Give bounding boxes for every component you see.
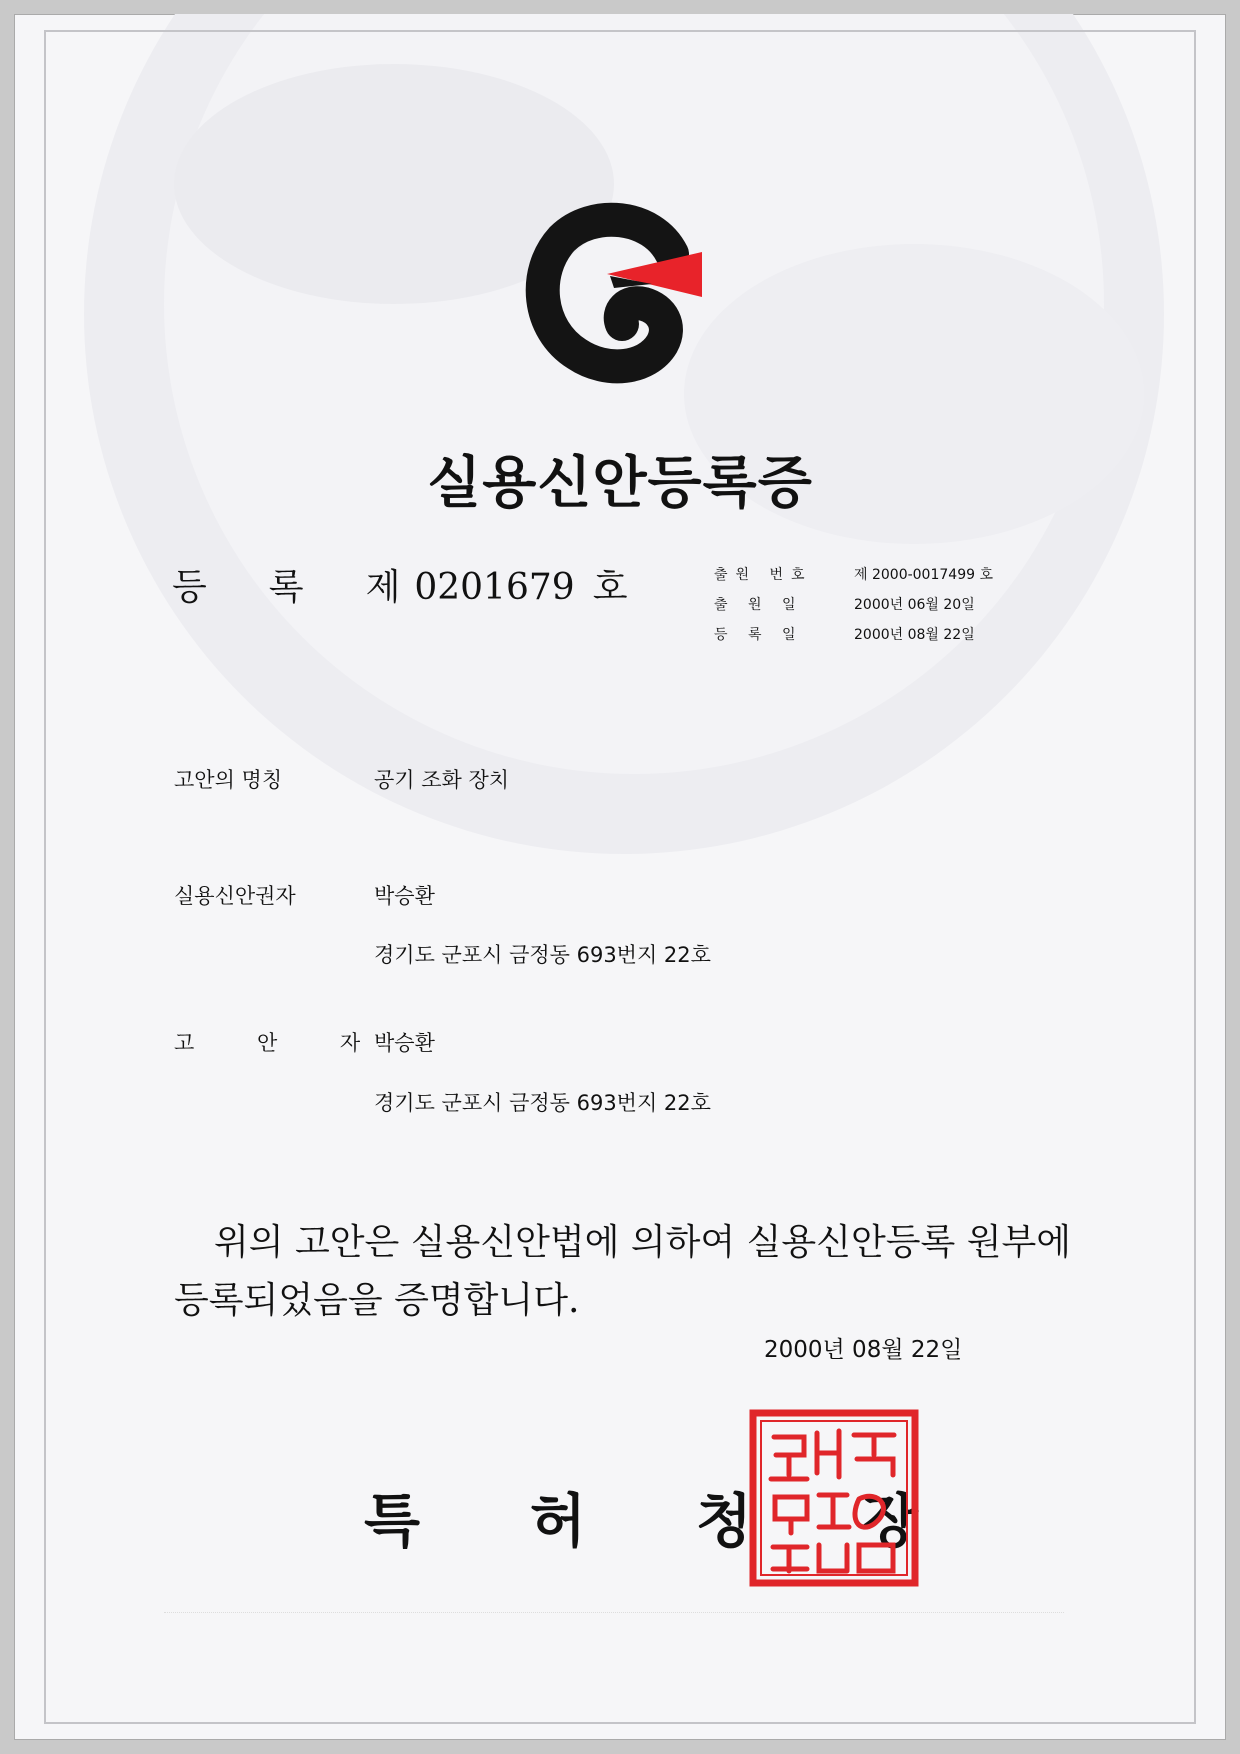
divider [164,1612,1064,1613]
document-title: 실용신안등록증 [427,451,813,516]
issuer-name: 특허청장 [364,1487,1029,1555]
device-name-label: 고안의 명칭 [174,768,283,792]
meta-value: 2000년 08월 22일 [854,627,975,643]
official-seal-icon [749,1409,919,1587]
inventor-label: 고 안 자 [174,1031,389,1055]
owner-address: 경기도 군포시 금정동 693번지 22호 [374,943,711,967]
registration-number: 0201679 [414,567,575,608]
meta-row [714,564,1054,594]
registration-label-char-2: 록 [268,567,304,608]
meta-label: 등 록 일 [714,627,804,643]
issue-date: 2000년 08월 22일 [764,1337,963,1363]
meta-label: 출원 번호 [714,567,813,583]
meta-row [714,594,1054,624]
meta-value: 제 2000-0017499 호 [854,567,993,583]
registration-label-char-1: 등 [172,567,207,608]
meta-value: 2000년 06월 20일 [854,597,975,613]
government-emblem-icon [522,194,742,394]
registration-number-line [172,559,627,610]
meta-label: 출 원 일 [714,597,804,613]
owner-label: 실용신안권자 [174,884,296,908]
inventor-address: 경기도 군포시 금정동 693번지 22호 [374,1091,711,1115]
application-meta [714,564,1054,654]
meta-row [714,624,1054,654]
owner-name: 박승환 [374,884,435,908]
device-name-value: 공기 조화 장치 [374,768,510,792]
inventor-name: 박승환 [374,1031,435,1055]
registration-label-char-3: 제 [365,567,401,608]
certificate-sheet [14,14,1226,1740]
registration-suffix: 호 [592,567,628,608]
certification-statement: 위의 고안은 실용신안법에 의하여 실용신안등록 원부에 등록되었음을 증명합니다. [174,1222,1072,1321]
